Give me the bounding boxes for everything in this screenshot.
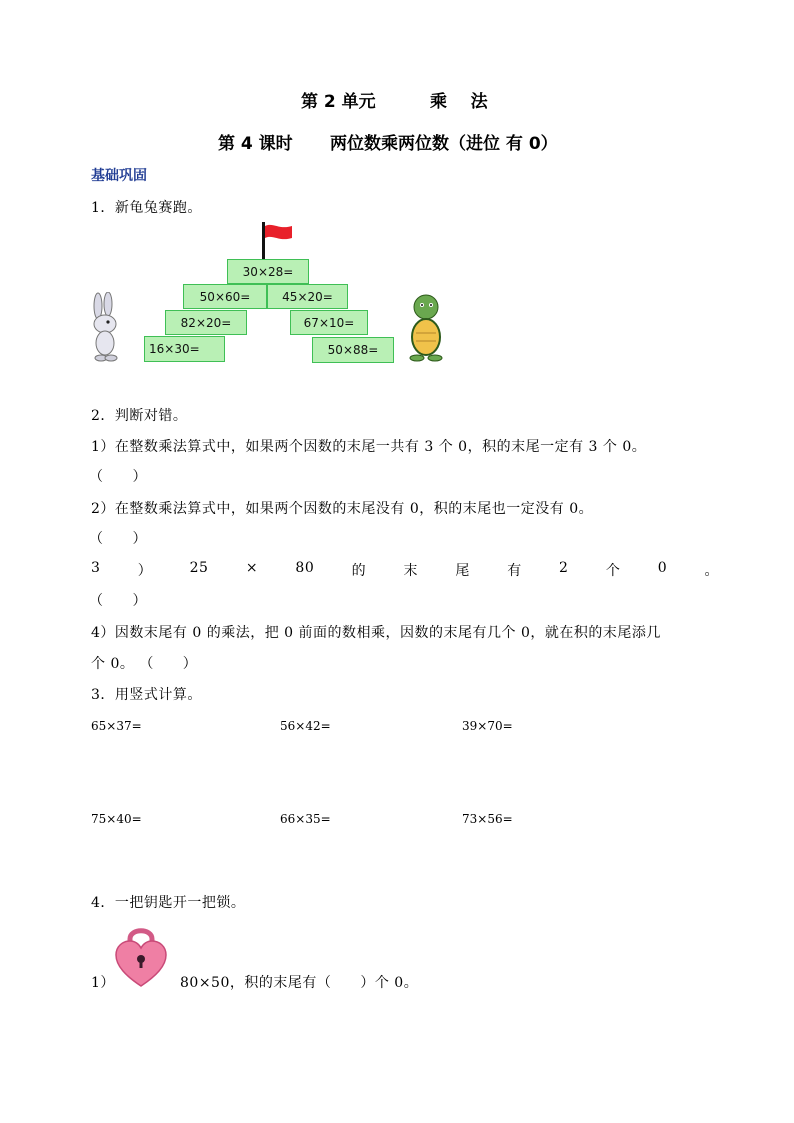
lesson-number: 第 4 课时 xyxy=(218,134,293,154)
q2-item-3 xyxy=(91,560,719,580)
q2-item-2: 2）在整数乘法算式中，如果两个因数的末尾没有 0，积的末尾也一定没有 0。 xyxy=(91,501,594,517)
calc-1: 65×37= xyxy=(91,719,142,733)
rabbit-icon xyxy=(88,292,130,362)
calc-6: 73×56= xyxy=(462,812,513,826)
race-illustration xyxy=(85,220,455,370)
q2-label: 2．判断对错。 xyxy=(91,408,188,424)
token: 尾 xyxy=(455,563,470,579)
token: 0 xyxy=(657,560,668,576)
calc-3: 39×70= xyxy=(462,719,513,733)
answer-blank-4[interactable]: （ ） xyxy=(139,656,198,672)
token: 80 xyxy=(295,560,315,576)
brick-5: 67×10= xyxy=(290,310,368,335)
token: 末 xyxy=(403,563,418,579)
token: ） xyxy=(137,563,153,579)
calc-5: 66×35= xyxy=(280,812,331,826)
q4-label: 4．一把钥匙开一把锁。 xyxy=(91,895,246,911)
token: 个 xyxy=(605,563,621,579)
token: 的 xyxy=(351,563,367,579)
lesson-title: 两位数乘两位数（进位 有 0） xyxy=(330,134,558,154)
turtle-icon xyxy=(405,293,447,363)
section-heading: 基础巩固 xyxy=(91,168,147,184)
brick-3: 45×20= xyxy=(267,284,348,309)
answer-blank-3[interactable]: （ ） xyxy=(89,593,147,609)
unit-title: 第 2 单元 xyxy=(301,92,376,112)
brick-2: 50×60= xyxy=(183,284,267,309)
brick-1: 30×28= xyxy=(227,259,309,284)
answer-blank-1[interactable]: （ ） xyxy=(89,469,147,485)
token: 3 xyxy=(91,560,101,576)
brick-7: 50×88= xyxy=(312,337,394,363)
q2-item-4-cont xyxy=(91,653,197,673)
token: × xyxy=(245,560,259,576)
q2-item-1: 1）在整数乘法算式中，如果两个因数的末尾一共有 3 个 0，积的末尾一定有 3 个 0。 xyxy=(91,439,647,455)
q2-item-4-tail: 个 0。 xyxy=(91,656,135,672)
calc-4: 75×40= xyxy=(91,812,142,826)
q1-label: 1．新龟兔赛跑。 xyxy=(91,200,202,216)
q3-label: 3．用竖式计算。 xyxy=(91,687,202,703)
heart-lock-icon xyxy=(114,926,168,988)
q4-item-1-text: 80×50，积的末尾有（ ）个 0。 xyxy=(180,975,419,991)
q2-item-4: 4）因数末尾有 0 的乘法，把 0 前面的数相乘，因数的末尾有几个 0，就在积的末尾添几 xyxy=(91,625,661,641)
brick-6: 16×30= xyxy=(144,336,225,362)
flag-icon xyxy=(257,220,297,262)
calc-2: 56×42= xyxy=(280,719,331,733)
token: 25 xyxy=(189,560,209,576)
token: 。 xyxy=(704,563,719,579)
brick-4: 82×20= xyxy=(165,310,247,335)
q4-item-1-number: 1） xyxy=(91,975,115,991)
topic-title: 乘 法 xyxy=(430,92,488,112)
token: 2 xyxy=(559,560,569,576)
token: 有 xyxy=(507,563,522,579)
answer-blank-2[interactable]: （ ） xyxy=(89,531,147,547)
